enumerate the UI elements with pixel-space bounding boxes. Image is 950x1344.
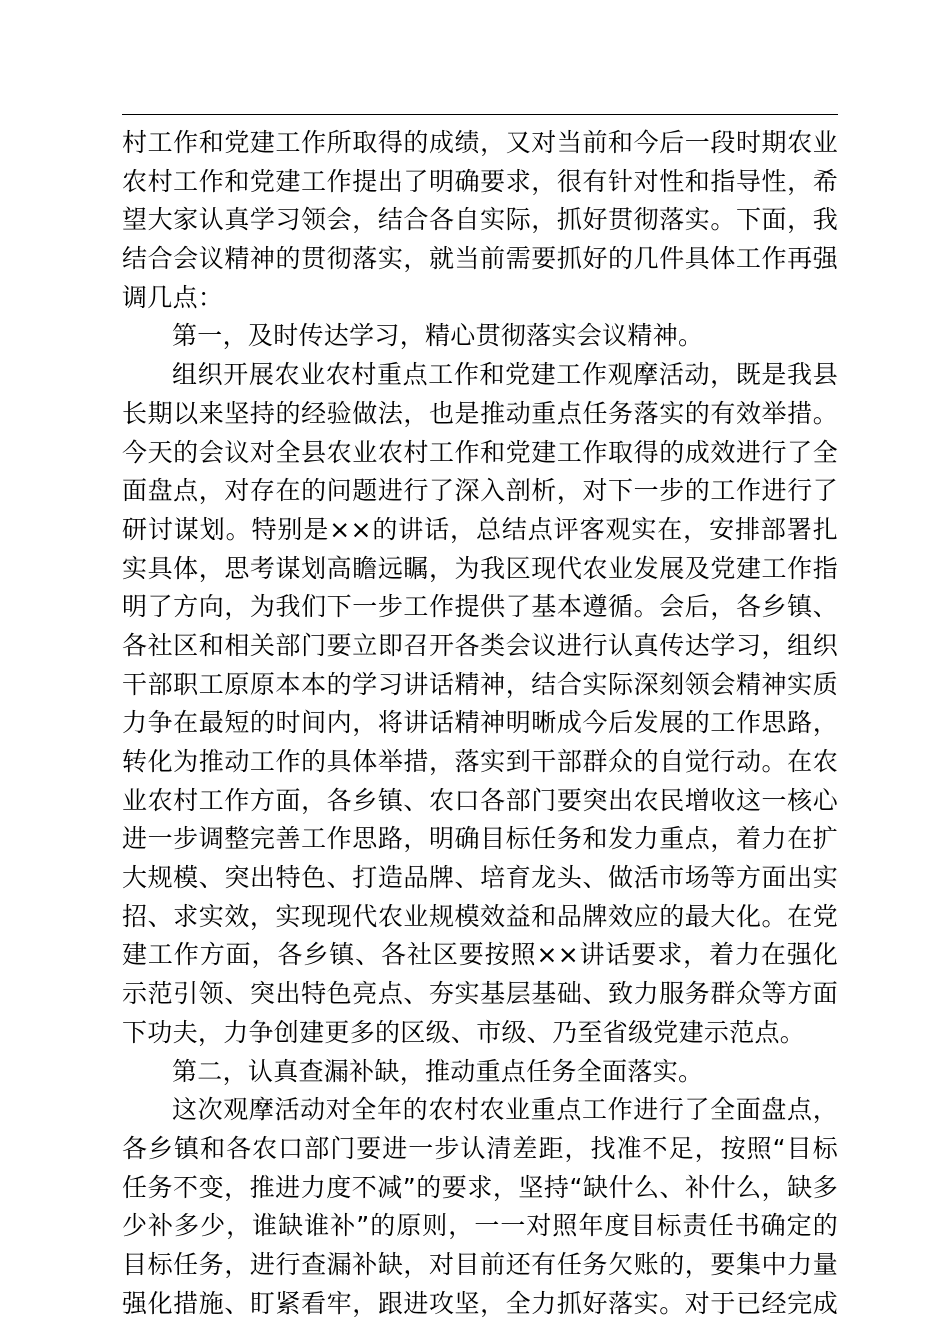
section-heading-1: 第一，及时传达学习，精心贯彻落实会议精神。 — [172, 321, 704, 351]
text-line: 业农村工作方面，各乡镇、农口各部门要突出农民增收这一核心 — [122, 785, 838, 815]
text-line: 长期以来坚持的经验做法，也是推动重点任务落实的有效举措。 — [122, 398, 838, 428]
text-line: 转化为推动工作的具体举措，落实到干部群众的自觉行动。在农 — [122, 747, 838, 776]
text-line: 任务不变，推进力度不减”的要求，坚持“缺什么、补什么，缺多 — [122, 1172, 838, 1202]
text-line: 干部职工原原本本的学习讲话精神，结合实际深刻领会精神实质 — [122, 669, 838, 699]
document-body — [122, 124, 838, 1323]
text-line: 大规模、突出特色、打造品牌、培育龙头、做活市场等方面出实 — [122, 863, 838, 893]
text-line: 今天的会议对全县农业农村工作和党建工作取得的成效进行了全 — [122, 437, 838, 467]
text-line: 各乡镇和各农口部门要进一步认清差距，找准不足，按照“目标 — [122, 1133, 838, 1163]
text-line: 村工作和党建工作所取得的成绩，又对当前和今后一段时期农业 — [122, 128, 838, 157]
text-line: 农村工作和党建工作提出了明确要求，很有针对性和指导性，希 — [122, 166, 838, 196]
text-line: 这次观摩活动对全年的农村农业重点工作进行了全面盘点， — [172, 1095, 838, 1125]
text-line: 示范引领、突出特色亮点、夯实基层基础、致力服务群众等方面 — [122, 979, 838, 1009]
header-rule — [122, 114, 838, 115]
text-line: 研讨谋划。特别是××的讲话，总结点评客观实在，安排部署扎 — [122, 514, 838, 544]
text-line: 强化措施、盯紧看牢，跟进攻坚，全力抓好落实。对于已经完成 — [122, 1288, 838, 1318]
text-line: 建工作方面，各乡镇、各社区要按照××讲话要求，着力在强化 — [122, 940, 838, 970]
text-line: 组织开展农业农村重点工作和党建工作观摩活动，既是我县 — [172, 360, 838, 390]
text-line: 明了方向，为我们下一步工作提供了基本遵循。会后，各乡镇、 — [122, 592, 838, 622]
text-line: 实具体，思考谋划高瞻远瞩，为我区现代农业发展及党建工作指 — [122, 553, 838, 583]
text-line: 调几点： — [122, 282, 224, 312]
text-line: 力争在最短的时间内，将讲话精神明晰成今后发展的工作思路， — [122, 708, 838, 738]
text-line: 结合会议精神的贯彻落实，就当前需要抓好的几件具体工作再强 — [122, 244, 838, 274]
text-line: 招、求实效，实现现代农业规模效益和品牌效应的最大化。在党 — [122, 901, 838, 931]
text-line: 下功夫，力争创建更多的区级、市级、乃至省级党建示范点。 — [122, 1017, 806, 1047]
text-line: 少补多少，谁缺谁补”的原则，一一对照年度目标责任书确定的 — [122, 1211, 838, 1241]
text-line: 面盘点，对存在的问题进行了深入剖析，对下一步的工作进行了 — [122, 476, 838, 506]
text-line: 各社区和相关部门要立即召开各类会议进行认真传达学习，组织 — [122, 630, 838, 660]
text-line: 进一步调整完善工作思路，明确目标任务和发力重点，着力在扩 — [122, 824, 838, 854]
section-heading-2: 第二，认真查漏补缺，推动重点任务全面落实。 — [172, 1056, 704, 1086]
text-line: 望大家认真学习领会，结合各自实际，抓好贯彻落实。下面，我 — [122, 205, 838, 235]
text-line: 目标任务，进行查漏补缺，对目前还有任务欠账的，要集中力量 — [122, 1249, 838, 1279]
